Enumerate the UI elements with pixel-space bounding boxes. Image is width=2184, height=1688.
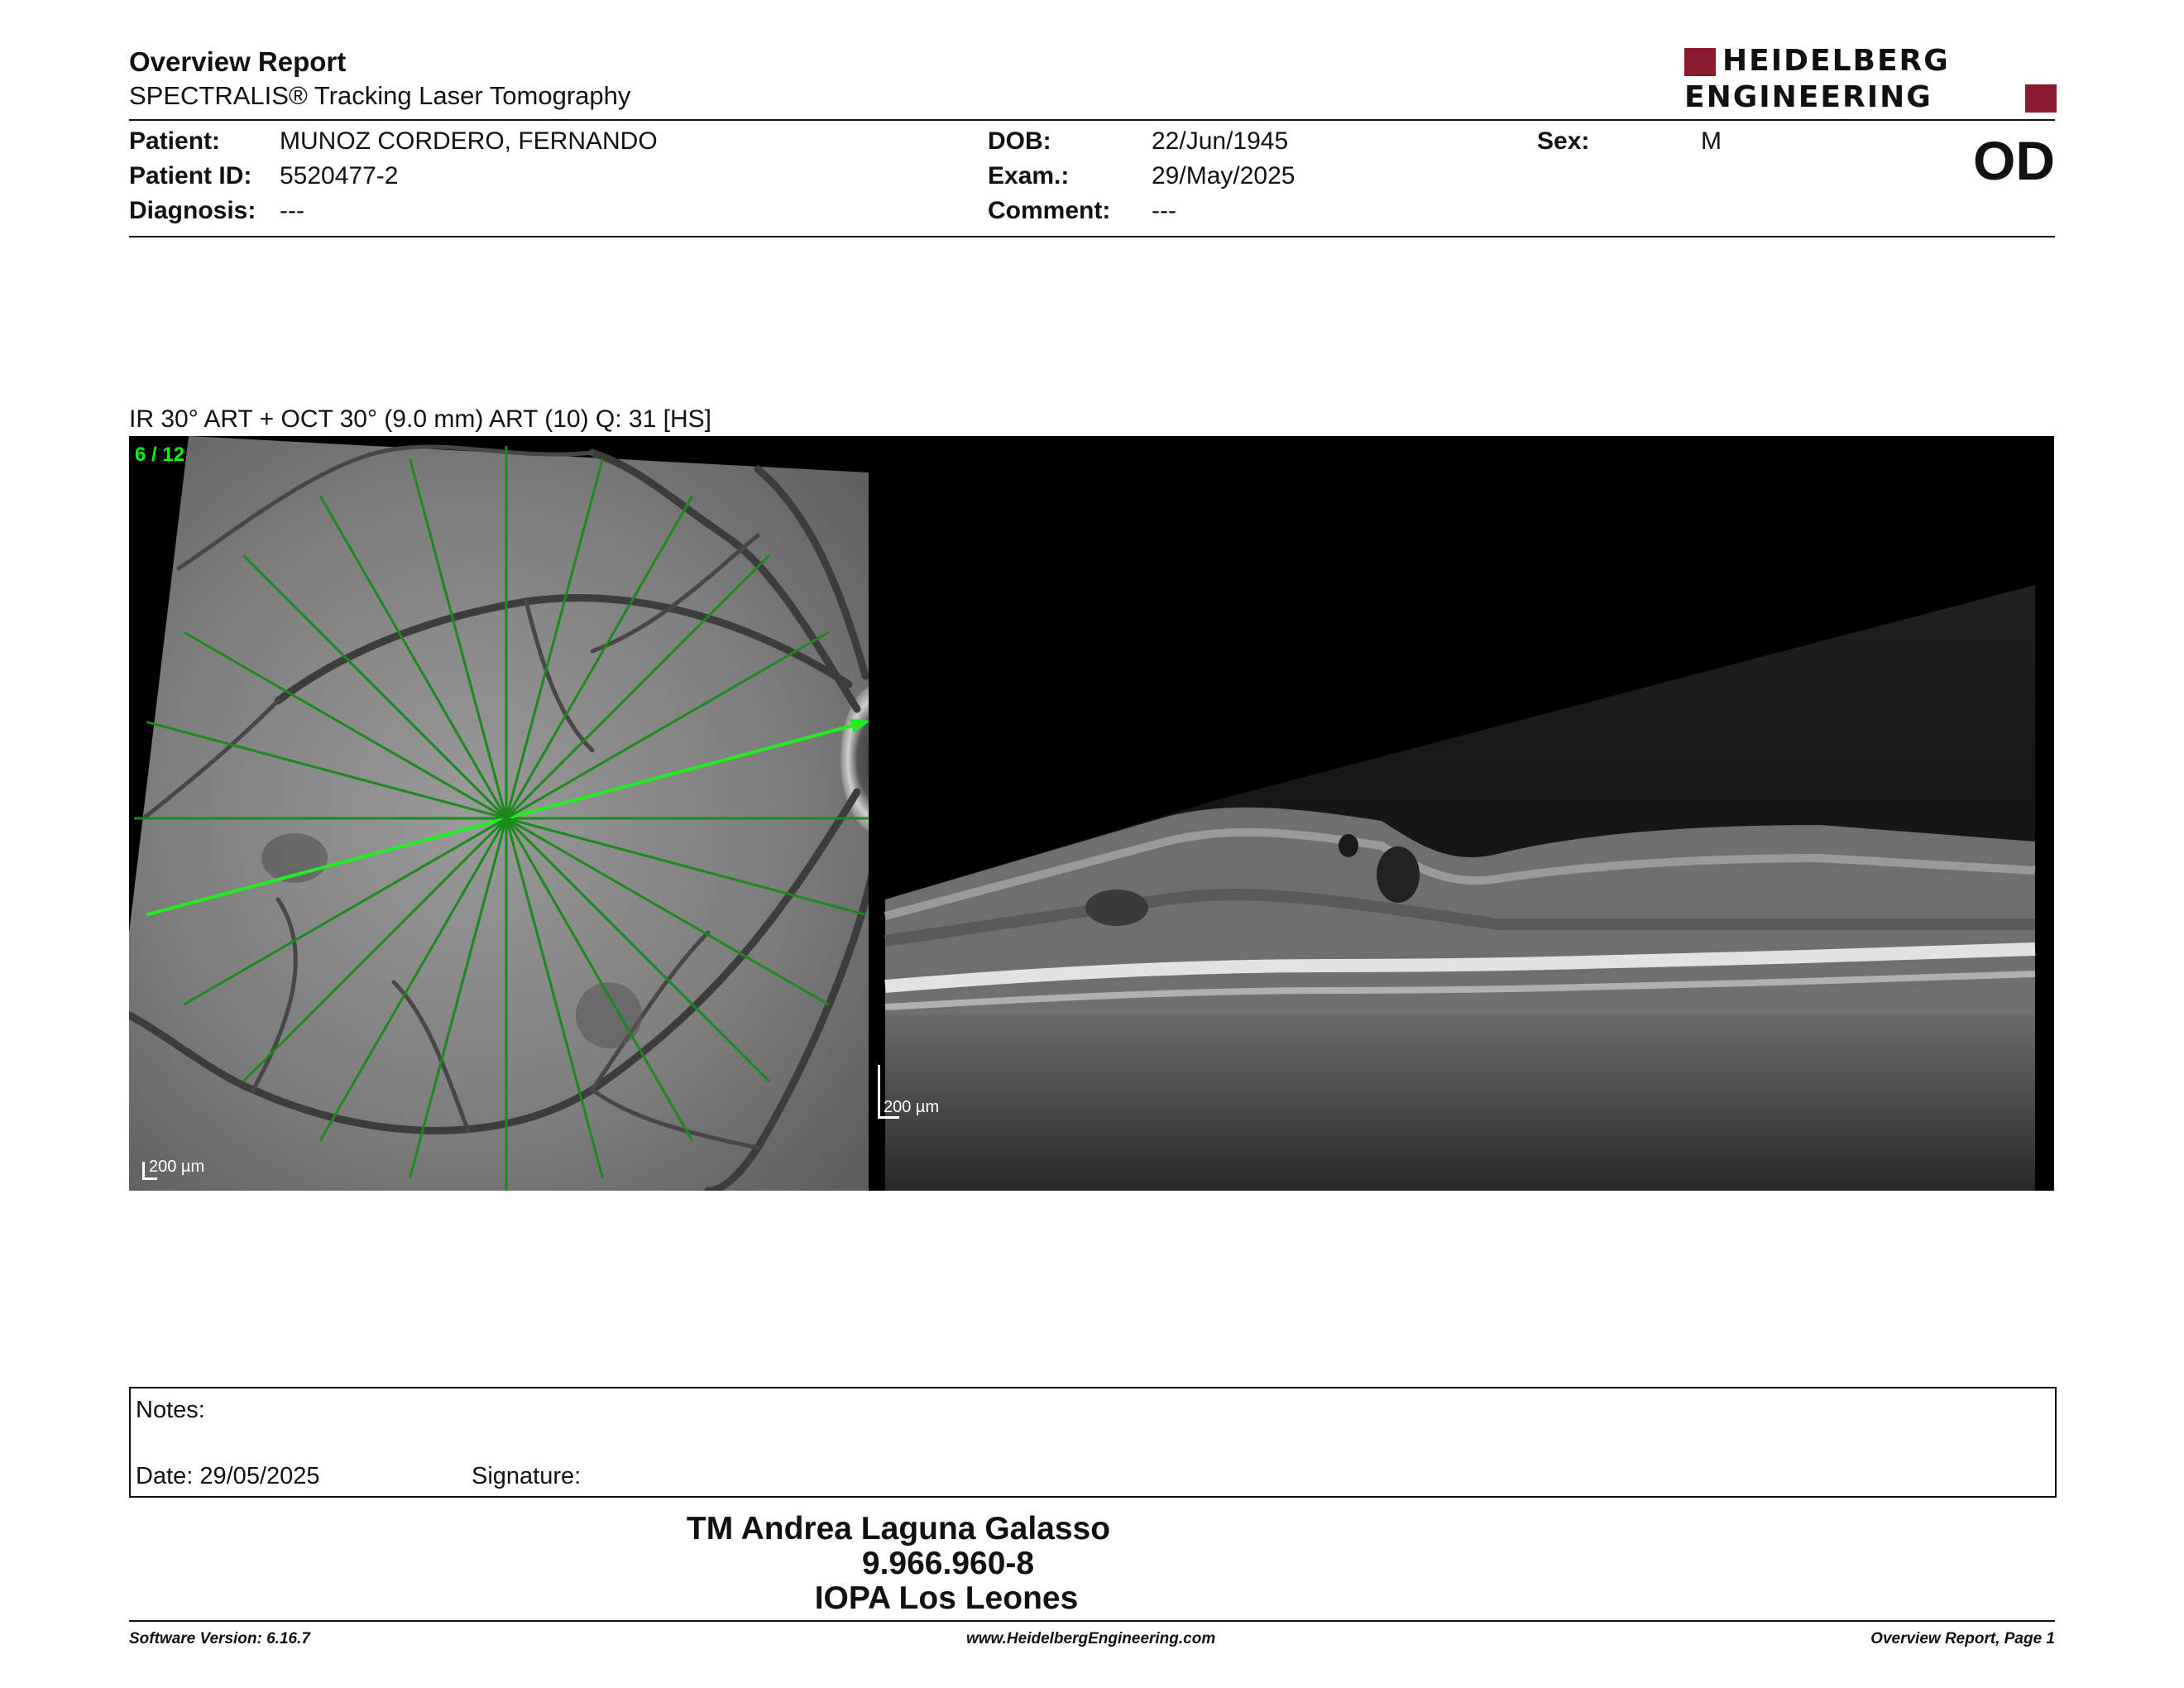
software-version: Software Version: 6.16.7 xyxy=(129,1630,310,1647)
signature-label: Signature: xyxy=(472,1463,582,1489)
signatory-name: TM Andrea Laguna Galasso xyxy=(686,1511,1111,1547)
patient-info-rule xyxy=(129,236,2055,237)
scan-index: 6 / 12 xyxy=(135,444,185,466)
logo-square-top xyxy=(1684,48,1716,76)
logo-square-bottom xyxy=(2025,84,2057,113)
comment-label: Comment: xyxy=(988,197,1111,224)
logo-line1: HEIDELBERG xyxy=(1722,44,1950,78)
patient-name: MUNOZ CORDERO, FERNANDO xyxy=(280,127,658,155)
eye-indicator: OD xyxy=(1973,130,2055,191)
radial-scan-lines xyxy=(134,446,879,1191)
oct-cyst xyxy=(1377,846,1420,903)
sex-value: M xyxy=(1701,127,1722,155)
logo-line2: ENGINEERING xyxy=(1684,80,1933,114)
footer-rule xyxy=(129,1620,2055,1622)
oct-svg xyxy=(869,436,2054,1191)
oct-bscan-image xyxy=(869,436,2054,1191)
signatory-institution: IOPA Los Leones xyxy=(814,1580,1079,1616)
patient-label: Patient: xyxy=(129,127,221,155)
exam-value: 29/May/2025 xyxy=(1152,162,1296,189)
diagnosis-value: --- xyxy=(280,197,304,224)
exam-label: Exam.: xyxy=(988,162,1070,189)
dob-value: 22/Jun/1945 xyxy=(1152,127,1289,155)
scan-caption: IR 30° ART + OCT 30° (9.0 mm) ART (10) Q: 31 [HS] xyxy=(129,405,711,433)
signatory-id: 9.966.960-8 xyxy=(861,1546,1035,1581)
date-text: Date: 29/05/2025 xyxy=(136,1463,320,1489)
dob-label: DOB: xyxy=(988,127,1051,155)
notes-label: Notes: xyxy=(136,1397,205,1423)
oct-scale-label: 200 µm xyxy=(884,1098,940,1116)
patient-id-label: Patient ID: xyxy=(129,162,252,189)
sex-label: Sex: xyxy=(1537,127,1590,155)
report-subtitle: SPECTRALIS® Tracking Laser Tomography xyxy=(129,81,631,110)
patient-id: 5520477-2 xyxy=(280,162,399,189)
fundus-scale-label: 200 µm xyxy=(149,1158,205,1176)
header-rule xyxy=(129,119,2055,121)
fundus-scalebar-horizontal xyxy=(142,1177,157,1180)
page-number: Overview Report, Page 1 xyxy=(1870,1630,2055,1647)
notes-box xyxy=(129,1387,2057,1498)
heidelberg-logo xyxy=(1684,45,2057,116)
oct-scalebar-vertical xyxy=(878,1065,880,1118)
website-link[interactable]: www.HeidelbergEngineering.com xyxy=(966,1630,1216,1647)
report-title: Overview Report xyxy=(129,46,347,77)
comment-value: --- xyxy=(1152,197,1176,224)
diagnosis-label: Diagnosis: xyxy=(129,197,256,224)
